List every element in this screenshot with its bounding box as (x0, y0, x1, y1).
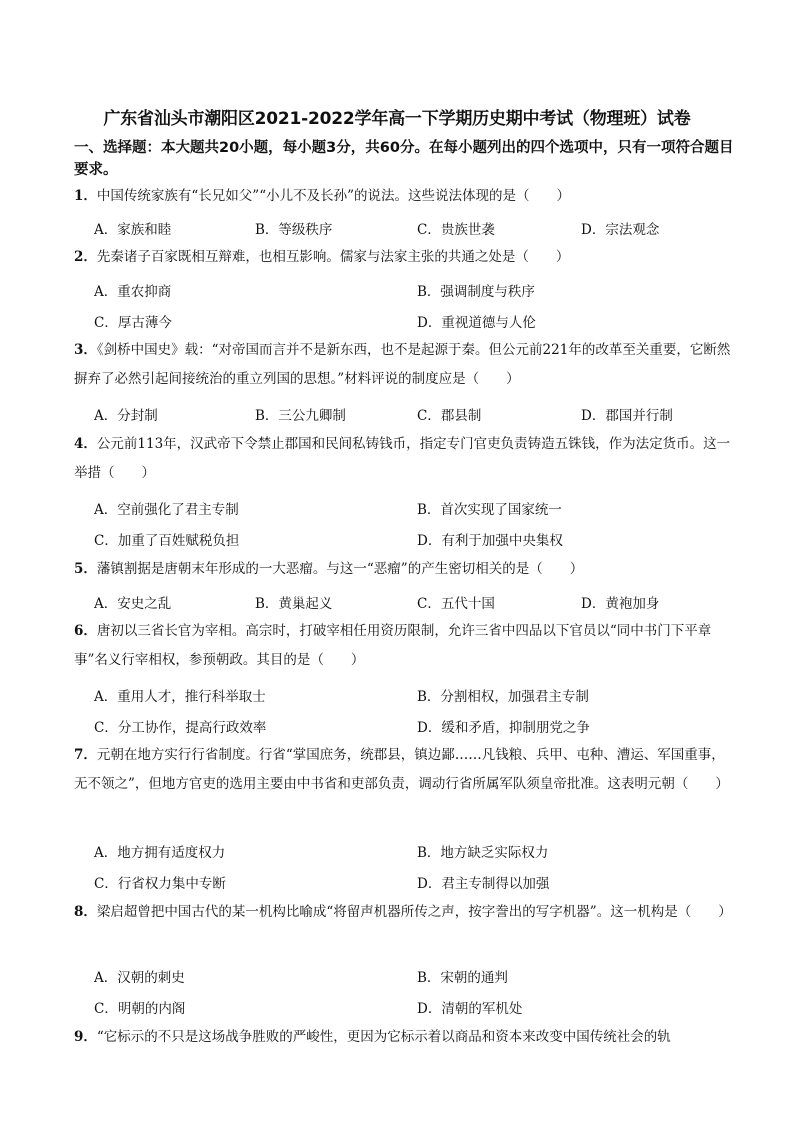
option-d: D．重视道德与人伦 (417, 315, 536, 331)
option-b: B．三公九卿制 (255, 408, 346, 424)
option-a: A．汉朝的刺史 (94, 970, 185, 986)
option-d: D．黄袍加身 (581, 596, 660, 612)
question-number: 1． (74, 188, 97, 204)
option-b: B．首次实现了国家统一 (417, 502, 562, 518)
question-8 (74, 898, 734, 927)
option-d: D．郡国并行制 (581, 408, 673, 424)
question-stem: 先秦诸子百家既相互辩难，也相互影响。儒家与法家主张的共通之处是（ ） (96, 249, 570, 265)
option-b: B．强调制度与秩序 (417, 284, 535, 300)
option-c: C．贵族世袭 (417, 222, 495, 238)
option-b: B．地方缺乏实际权力 (417, 845, 549, 861)
question-stem: 唐初以三省长官为宰相。高宗时，打破宰相任用资历限制，允许三省中四品以下官员以“同中书门下平章事”名义行宰相权，参预朝政。其目的是（ ） (74, 623, 712, 668)
question-number: 4． (74, 436, 97, 452)
question-number: 7． (74, 747, 97, 763)
question-stem: 元朝在地方实行行省制度。行省“掌国庶务，统郡县，镇边鄙……凡钱粮、兵甲、屯种、漕运、军国重事，无不领之”，但地方官吏的选用主要由中书省和吏部负责，调动行省所属军队须皇帝批准。这表明元朝（ ） (74, 747, 729, 792)
question-stem: 梁启超曾把中国古代的某一机构比喻成“将留声机器所传之声，按字誊出的写字机器”。这一机构是（ ） (96, 904, 732, 920)
question-3 (74, 336, 734, 394)
question-7 (74, 741, 734, 799)
section-heading: 一、选择题：本大题共20小题，每小题3分，共60分。在每小题列出的四个选项中，只有一项符合题目要求。 (74, 140, 734, 178)
question-number: 3． (74, 342, 97, 358)
option-c: C．明朝的内阁 (94, 1001, 186, 1017)
option-c: C．分工协作，提高行政效率 (94, 720, 267, 736)
option-c: C．郡县制 (417, 408, 482, 424)
option-a: A．重农抑商 (94, 284, 172, 300)
question-9 (74, 1023, 734, 1052)
option-a: A．空前强化了君主专制 (94, 502, 239, 518)
exam-title: 广东省汕头市潮阳区2021-2022学年高一下学期历史期中考试（物理班）试卷 (103, 109, 691, 129)
question-5 (74, 555, 734, 584)
option-b: B．黄巢起义 (255, 596, 333, 612)
option-a: A．地方拥有适度权力 (94, 845, 226, 861)
question-stem: 藩镇割据是唐朝末年形成的一大恶瘤。与这一“恶瘤”的产生密切相关的是（ ） (96, 561, 584, 577)
option-c: C．五代十国 (417, 596, 495, 612)
question-stem: 公元前113年，汉武帝下令禁止郡国和民间私铸钱币，指定专门官吏负责铸造五铢钱，作为法定货币。这一举措（ ） (74, 436, 731, 481)
question-1 (74, 182, 734, 211)
question-2 (74, 243, 734, 272)
option-c: C．行省权力集中专断 (94, 876, 226, 892)
question-number: 5． (74, 561, 97, 577)
option-b: B．宋朝的通判 (417, 970, 508, 986)
question-number: 9． (74, 1029, 97, 1045)
option-d: D．宗法观念 (581, 222, 660, 238)
question-4 (74, 430, 734, 488)
question-number: 6． (74, 623, 97, 639)
option-d: D．清朝的军机处 (417, 1001, 523, 1017)
option-d: D．缓和矛盾，抑制朋党之争 (417, 720, 590, 736)
option-a: A．家族和睦 (94, 222, 172, 238)
option-a: A．分封制 (94, 408, 158, 424)
option-d: D．有利于加强中央集权 (417, 533, 563, 549)
question-number: 2． (74, 249, 97, 265)
question-6 (74, 617, 734, 675)
question-stem: “它标示的不只是这场战争胜败的严峻性，更因为它标示着以商品和资本来改变中国传统社会的轨 (96, 1029, 671, 1045)
question-number: 8． (74, 904, 97, 920)
option-a: A．安史之乱 (94, 596, 172, 612)
option-c: C．厚古薄今 (94, 315, 172, 331)
option-c: C．加重了百姓赋税负担 (94, 533, 240, 549)
option-b: B．分割相权，加强君主专制 (417, 689, 589, 705)
option-b: B．等级秩序 (255, 222, 333, 238)
option-a: A．重用人才，推行科举取士 (94, 689, 266, 705)
question-stem: 中国传统家族有“长兄如父”“小儿不及长孙”的说法。这些说法体现的是（ ） (96, 188, 571, 204)
option-d: D．君主专制得以加强 (417, 876, 550, 892)
question-stem: 《剑桥中国史》载：“对帝国而言并不是新东西，也不是起源于秦。但公元前221年的改革至关重要，它断然摒弃了必然引起间接统治的重立列国的思想。”材料评说的制度应是（ ） (74, 342, 731, 387)
